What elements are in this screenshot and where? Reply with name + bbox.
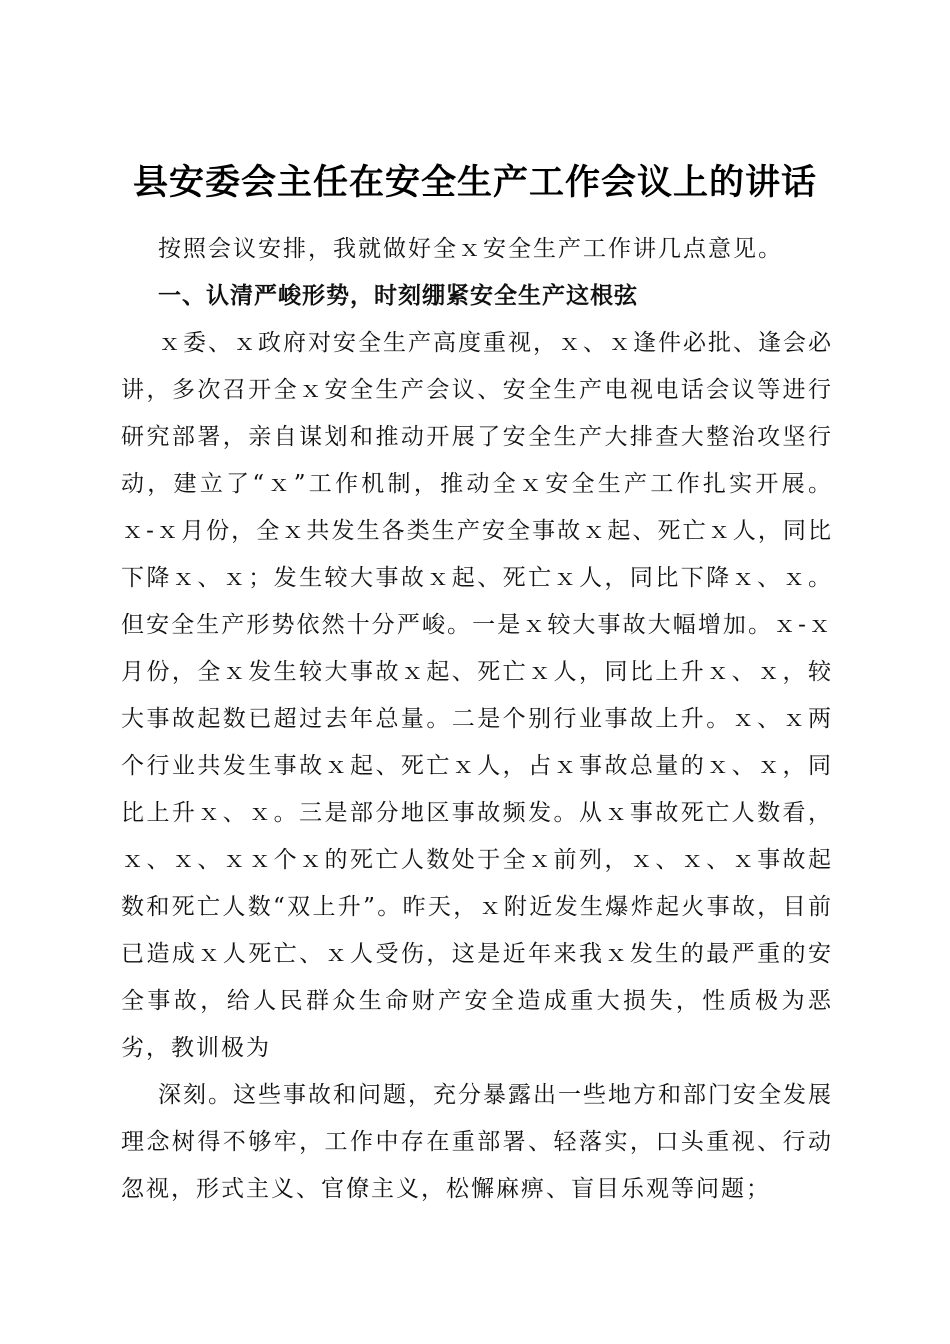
document-body	[121, 226, 833, 1213]
intro-paragraph: 按照会议安排，我就做好全ｘ安全生产工作讲几点意见。	[158, 236, 783, 262]
section-heading: 一、认清严峻形势，时刻绷紧安全生产这根弦	[158, 283, 638, 309]
body-paragraph: 深刻。这些事故和问题，充分暴露出一些地方和部门安全发展理念树得不够牢，工作中存在重部署、轻落实，口头重视、行动忽视，形式主义、官僚主义，松懈麻痹、盲目乐观等问题；	[121, 1082, 833, 1202]
document-title: 县安委会主任在安全生产工作会议上的讲话	[132, 162, 817, 204]
body-paragraph: ｘ委、ｘ政府对安全生产高度重视，ｘ、ｘ逢件必批、逢会必讲，多次召开全ｘ安全生产会议、安全生产电视电话会议等进行研究部署，亲自谋划和推动开展了安全生产大排查大整治攻坚行动，建立了“ｘ”工作机制，推动全ｘ安全生产工作扎实开展。ｘ-ｘ月份，全ｘ共发生各类生产安全事故ｘ起、死亡ｘ人，同比下降ｘ、ｘ；发生较大事故ｘ起、死亡ｘ人，同比下降ｘ、ｘ。但安全生产形势依然十分严峻。一是ｘ较大事故大幅增加。ｘ-ｘ月份，全ｘ发生较大事故ｘ起、死亡ｘ人，同比上升ｘ、ｘ，较大事故起数已超过去年总量。二是个别行业事故上升。ｘ、ｘ两个行业共发生事故ｘ起、死亡ｘ人，占ｘ事故总量的ｘ、ｘ，同比上升ｘ、ｘ。三是部分地区事故频发。从ｘ事故死亡人数看，ｘ、ｘ、ｘｘ个ｘ的死亡人数处于全ｘ前列，ｘ、ｘ、ｘ事故起数和死亡人数“双上升”。昨天，ｘ附近发生爆炸起火事故，目前已造成ｘ人死亡、ｘ人受伤，这是近年来我ｘ发生的最严重的安全事故，给人民群众生命财产安全造成重大损失，性质极为恶劣，教训极为	[121, 330, 834, 1061]
